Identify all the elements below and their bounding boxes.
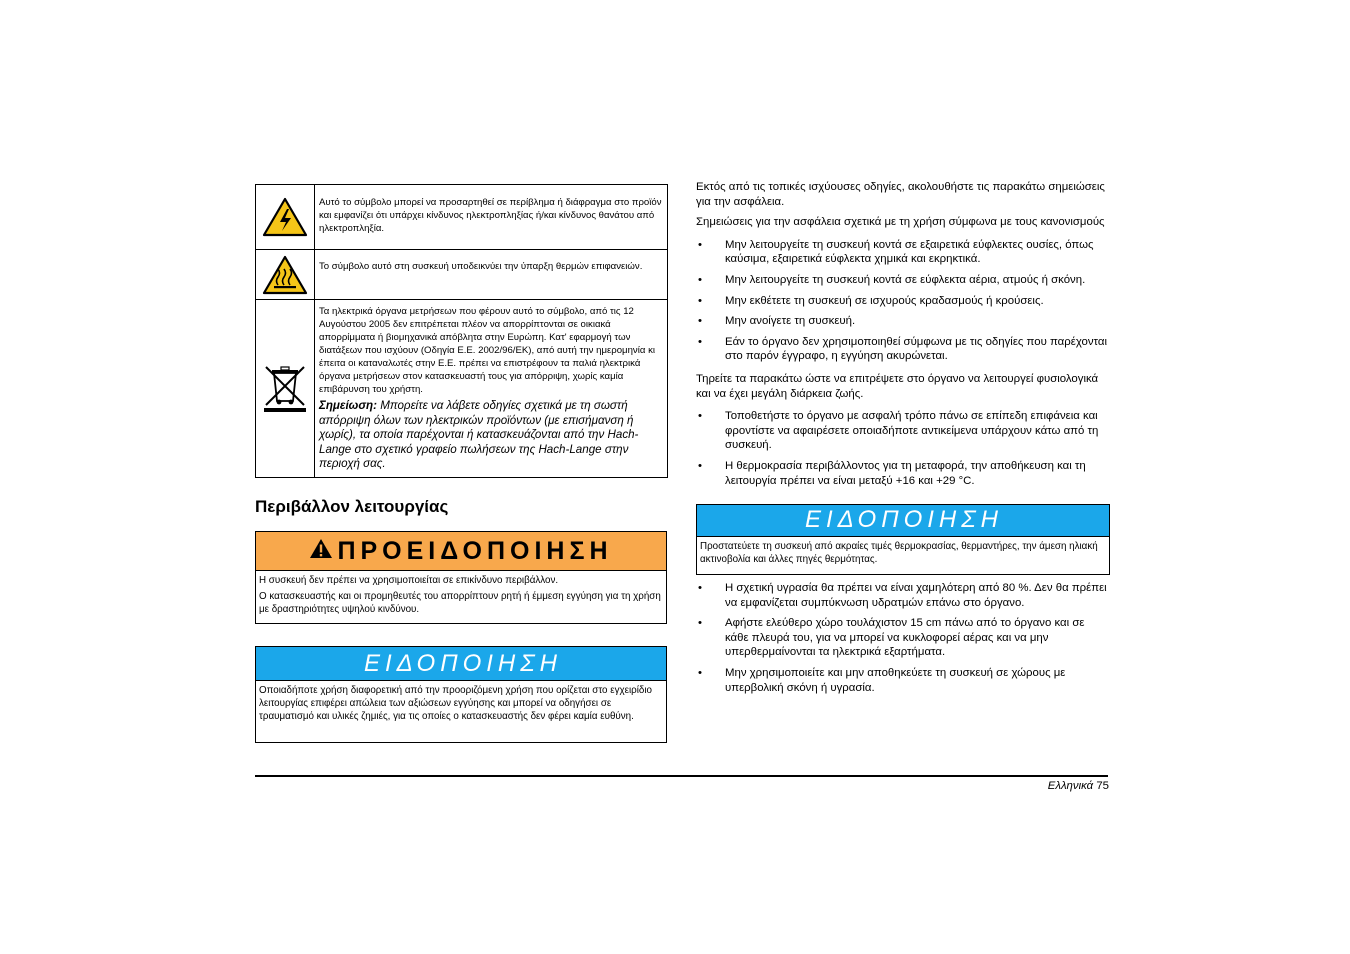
safety-bullet-list (696, 238, 1110, 364)
notice-header (697, 505, 1109, 537)
notice-title: ΕΙΔΟΠΟΙΗΣΗ (364, 649, 562, 677)
symbol-row-weee (256, 300, 667, 477)
intro-paragraph: Σημειώσεις για την ασφάλεια σχετικά με τη χρήση σύμφωνα με τους κανονισμούς (696, 216, 1105, 229)
list-item: • Μην λειτουργείτε τη συσκευή κοντά σε εύφλεκτα αέρια, ατμούς ή σκόνη. (696, 273, 1110, 288)
notice-body: Προστατεύετε τη συσκευή από ακραίες τιμές θερμοκρασίας, θερμαντήρες, την άμεση ηλιακή ακτινοβολία και άλλες πηγές θερμότητας. (700, 541, 1098, 566)
list-item: • Η σχετική υγρασία θα πρέπει να είναι χαμηλότερη από 80 %. Δεν θα πρέπει να εμφανίζεται συμπύκνωση υδρατμών επάνω στο όργανο. (696, 581, 1110, 610)
notice-body: Οποιαδήποτε χρήση διαφορετική από την προοριζόμενη χρήση που ορίζεται στο εγχειρίδιο λειτουργίας επιφέρει απώλεια των αξιώσεων εγγύησης και μπορεί να οδηγήσει σε τραυματισμό και υλικές ζημιές, για τις οποίες ο κατασκευαστής δεν φέρει καμία ευθύνη. (259, 685, 652, 722)
right-column (696, 180, 1110, 703)
warning-body (256, 571, 666, 625)
safety-symbols-table (255, 184, 668, 478)
electric-shock-warning-icon (256, 185, 315, 249)
symbol-description-block (315, 300, 667, 477)
list-item: • Μην ανοίγετε τη συσκευή. (696, 314, 1110, 329)
page-number: 75 (1096, 780, 1109, 792)
list-item: • Μην χρησιμοποιείτε και μην αποθηκεύετε τη συσκευή σε χώρους με υπερβολική σκόνη ή υγρασία. (696, 666, 1110, 695)
notice-box (696, 504, 1110, 575)
warning-header (256, 532, 666, 571)
disposal-note (319, 399, 663, 472)
section-heading: Περιβάλλον λειτουργίας (255, 497, 449, 516)
footer-language: Ελληνικά (1047, 780, 1094, 792)
warning-paragraph: Ο κατασκευαστής και οι προμηθευτές του απορρίπτουν ρητή ή έμμεση εγγύηση για τη χρήση με δραστηριότητες υψηλού κινδύνου. (259, 591, 661, 615)
note-text: Μπορείτε να λάβετε οδηγίες σχετικά με τη σωστή απόρριψη όλων των ηλεκτρικών προϊόντων (με επισήμανση ή χωρίς), τα οποία παρέχονται ή κατασκευάζονται από την Hach-Lange στο σχετικό γραφείο πωλήσεων της Hach-Lange στην περιοχή σας. (319, 399, 639, 471)
list-item: • Μην εκθέτετε τη συσκευή σε ισχυρούς κραδασμούς ή κρούσεις. (696, 294, 1110, 309)
symbol-row-electric-shock (256, 185, 667, 250)
list-item: • Εάν το όργανο δεν χρησιμοποιηθεί σύμφωνα με τις οδηγίες που παρέχονται στο παρόν έγγραφο, η εγγύηση ακυρώνεται. (696, 335, 1110, 364)
list-item: • Η θερμοκρασία περιβάλλοντος για τη μεταφορά, την αποθήκευση και τη λειτουργία πρέπει να είναι μεταξύ +16 και +29 °C. (696, 459, 1110, 488)
notice-header (256, 647, 666, 681)
warning-box (255, 531, 667, 624)
list-item: • Αφήστε ελεύθερο χώρο τουλάχιστον 15 cm πάνω από το όργανο και σε κάθε πλευρά του, για να μπορεί να κυκλοφορεί αέρας και να μην υπερθερμαίνονται τα ηλεκτρικά εξαρτήματα. (696, 616, 1110, 660)
symbol-row-hot-surface (256, 250, 667, 300)
symbol-description: Το σύμβολο αυτό στη συσκευή υποδεικνύει την ύπαρξη θερμών επιφανειών. (319, 261, 643, 272)
notice-box (255, 646, 667, 743)
environment-bullet-list (696, 581, 1110, 695)
list-item: • Τοποθετήστε το όργανο με ασφαλή τρόπο πάνω σε επίπεδη επιφάνεια και φροντίστε να αφαιρέσετε οποιαδήποτε αντικείμενα υπάρχουν κάτω από τη συσκευή. (696, 409, 1110, 453)
warning-title: ΠΡΟΕΙΔΟΠΟΙΗΣΗ (337, 536, 613, 565)
symbol-description: Αυτό το σύμβολο μπορεί να προσαρτηθεί σε περίβλημα ή διάφραγμα στο προϊόν και εμφανίζει ότι υπάρχει κίνδυνος ηλεκτροπληξίας ή/και κίνδυνος θανάτου από ηλεκτροπληξία. (319, 197, 662, 234)
warning-triangle-icon (309, 538, 333, 564)
notice-title: ΕΙΔΟΠΟΙΗΣΗ (805, 506, 1003, 534)
hot-surface-warning-icon (256, 250, 315, 299)
intro-paragraph: Τηρείτε τα παρακάτω ώστε να επιτρέψετε στο όργανο να λειτουργεί φυσιολογικά και να έχει μεγάλη διάρκεια ζωής. (696, 372, 1099, 400)
intro-paragraph: Εκτός από τις τοπικές ισχύουσες οδηγίες, ακολουθήστε τις παρακάτω σημειώσεις για την ασφάλεια. (696, 181, 1105, 208)
note-label: Σημείωση: (319, 399, 377, 412)
operation-bullet-list (696, 409, 1110, 488)
weee-crossed-bin-icon (256, 300, 315, 477)
symbol-description: Τα ηλεκτρικά όργανα μετρήσεων που φέρουν αυτό το σύμβολο, από τις 12 Αυγούστου 2005 δεν επιτρέπεται πλέον να απορρίπτονται σε οικιακά απορρίμματα ή βιομηχανικά απόβλητα στην Ευρώπη. Κατ' εφαρμογή των διατάξεων που ισχύουν (Οδηγία Ε.Ε. 2002/96/ΕΚ), από αυτή την ημερομηνία κι έπειτα οι καταναλωτές στην Ε.Ε. πρέπει να επιστρέφουν τα παλιά ηλεκτρικά όργανα μετρήσεων στον κατασκευαστή τους για απόρριψη, χωρίς καμία επιβάρυνση του χρήστη. (319, 306, 655, 395)
footer-divider (255, 775, 1108, 777)
page-footer (980, 780, 1109, 792)
warning-paragraph: Η συσκευή δεν πρέπει να χρησιμοποιείται σε επικίνδυνο περιβάλλον. (259, 575, 559, 586)
list-item: • Μην λειτουργείτε τη συσκευή κοντά σε εξαιρετικά εύφλεκτες ουσίες, όπως καύσιμα, εξαιρετικά εύφλεκτα χημικά και εκρηκτικά. (696, 238, 1110, 267)
